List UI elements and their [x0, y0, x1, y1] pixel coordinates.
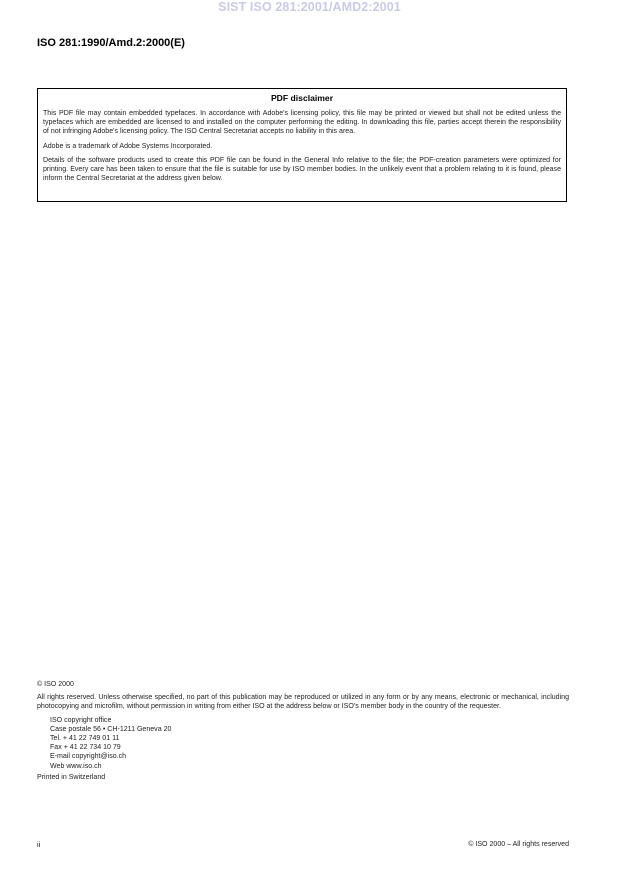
copyright-office-address	[37, 716, 569, 771]
disclaimer-paragraph-trademark: Adobe is a trademark of Adobe Systems Incorporated.	[43, 142, 213, 150]
document-reference: ISO 281:1990/Amd.2:2000(E)	[37, 37, 185, 49]
address-fax: Fax + 41 22 734 10 79	[50, 744, 121, 752]
address-web: Web www.iso.ch	[50, 762, 102, 770]
printed-in: Printed in Switzerland	[37, 773, 106, 781]
page-number: ii	[37, 840, 41, 849]
address-postal: Case postale 56 • CH-1211 Geneva 20	[50, 725, 172, 733]
disclaimer-title: PDF disclaimer	[270, 93, 334, 103]
pdf-disclaimer-box	[37, 88, 567, 202]
address-email: E-mail copyright@iso.ch	[50, 753, 127, 761]
footer-copyright: © ISO 2000 – All rights reserved	[468, 841, 569, 848]
address-tel: Tel. + 41 22 749 01 11	[50, 735, 120, 743]
rights-statement: All rights reserved. Unless otherwise specified, no part of this publication may be reproduced or utilized in any form or by any means, electronic or mechanical, including photocopying and microfilm, without permission in writing from either ISO at the address below or ISO's member body in the country of the requester.	[37, 694, 569, 711]
watermark: SIST ISO 281:2001/AMD2:2001	[218, 0, 401, 14]
copyright-block	[37, 680, 569, 782]
disclaimer-paragraph-details: Details of the software products used to create this PDF file can be found in the General Info relative to the file; the PDF-creation parameters were optimized for printing. Every care has been taken to ensure that the file is suitable for use by ISO member bodies. In the unlikely event that a problem relating to it is found, please inform the Central Secretariat at the address given below.	[43, 156, 561, 183]
address-office: ISO copyright office	[50, 716, 112, 724]
disclaimer-paragraph-typefaces: This PDF file may contain embedded typefaces. In accordance with Adobe's licensing policy, this file may be printed or viewed but shall not be edited unless the typefaces which are embedded are licensed to and installed on the computer performing the editing. In downloading this file, parties accept therein the responsibility of not infringing Adobe's licensing policy. The ISO Central Secretariat accepts no liability in this area.	[43, 110, 561, 136]
copyright-line: © ISO 2000	[37, 681, 74, 688]
